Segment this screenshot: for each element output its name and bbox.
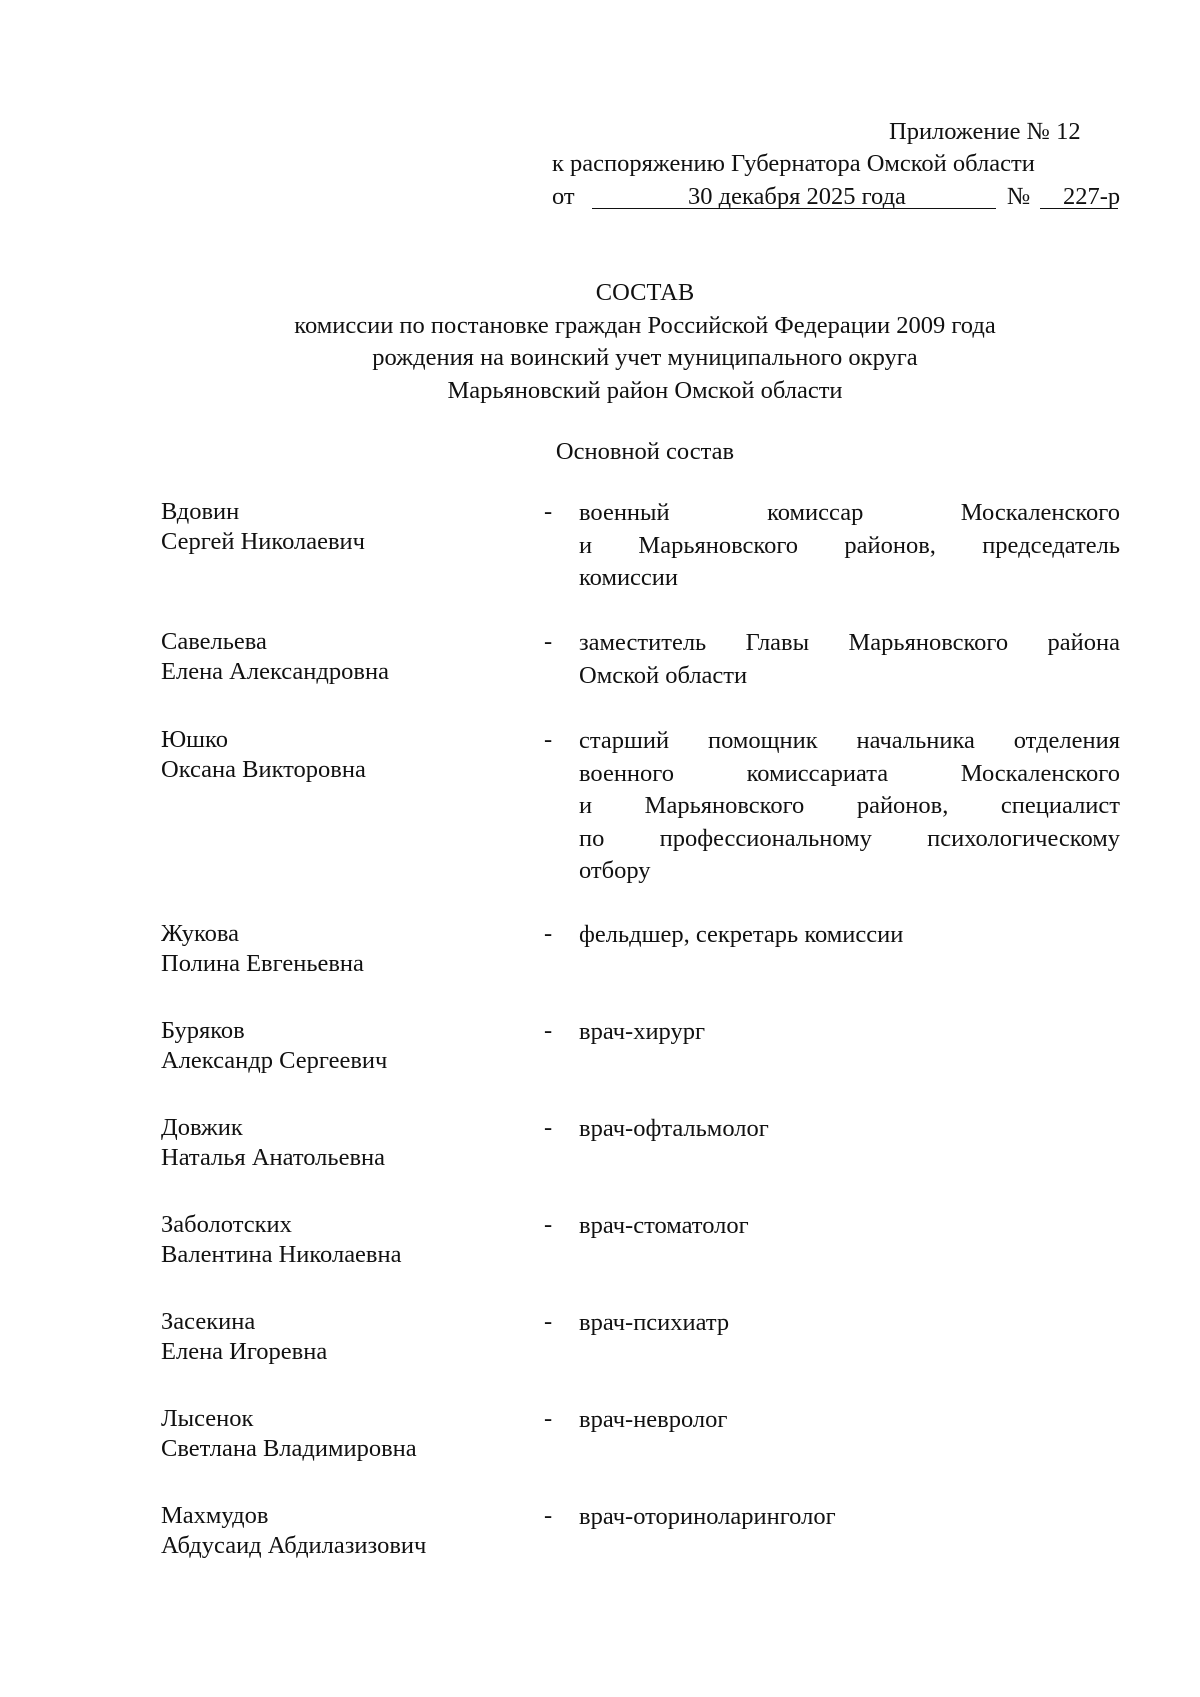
role-line: врач-психиатр — [579, 1309, 730, 1336]
date-prefix: от — [552, 183, 575, 210]
role-line: Омской области — [579, 661, 748, 689]
separator-dash: - — [544, 1502, 553, 1529]
member-surname: Савельева — [161, 628, 267, 655]
role-line: военного комиссариата Москаленского — [579, 759, 1120, 787]
member-name — [161, 919, 364, 979]
member-role — [579, 497, 1120, 595]
member-name — [161, 1307, 327, 1367]
separator-dash: - — [544, 1017, 553, 1044]
member-name — [161, 1210, 402, 1270]
member-name — [161, 1404, 417, 1464]
member-given-names: Наталья Анатольевна — [161, 1144, 386, 1171]
section-heading: Основной состав — [555, 438, 735, 465]
order-reference: к распоряжению Губернатора Омской области — [552, 150, 1035, 177]
member-surname: Юшко — [161, 726, 228, 753]
separator-dash: - — [544, 920, 553, 947]
separator-dash: - — [544, 628, 553, 655]
number-sign: № — [1007, 183, 1031, 210]
separator-dash: - — [544, 1405, 553, 1432]
member-name — [161, 627, 389, 687]
member-role — [579, 1404, 1120, 1437]
member-name — [161, 1501, 426, 1561]
role-line: врач-хирург — [579, 1018, 706, 1045]
member-surname: Лысенок — [161, 1405, 254, 1432]
role-line: врач-оториноларинголог — [579, 1503, 836, 1530]
member-name — [161, 1016, 387, 1076]
role-line: отбору — [579, 857, 651, 884]
title-line-2: рождения на воинский учет муниципального округа — [372, 344, 918, 371]
member-given-names: Елена Игоревна — [161, 1338, 328, 1365]
member-surname: Вдовин — [161, 498, 240, 525]
separator-dash: - — [544, 1308, 553, 1335]
member-given-names: Оксана Викторовна — [161, 756, 366, 783]
appendix-label: Приложение № 12 — [889, 118, 1081, 145]
separator-dash: - — [544, 498, 553, 525]
member-given-names: Полина Евгеньевна — [161, 950, 364, 977]
member-given-names: Сергей Николаевич — [161, 528, 365, 555]
member-name — [161, 497, 365, 557]
member-role — [579, 1113, 1120, 1146]
separator-dash: - — [544, 1114, 553, 1141]
member-given-names: Абдусаид Абдилазизович — [161, 1532, 427, 1559]
document-title: СОСТАВ — [595, 279, 695, 306]
member-surname: Заболотских — [161, 1211, 292, 1238]
order-date: 30 декабря 2025 года — [688, 183, 906, 210]
role-line: и Марьяновского районов, специалист — [579, 792, 1120, 819]
member-surname: Довжик — [161, 1114, 243, 1141]
member-surname: Махмудов — [161, 1502, 269, 1529]
member-given-names: Александр Сергеевич — [161, 1047, 388, 1074]
role-line: врач-офтальмолог — [579, 1115, 769, 1142]
member-given-names: Елена Александровна — [161, 658, 389, 685]
role-line: по профессиональному психологическому — [579, 824, 1120, 852]
member-role — [579, 627, 1120, 692]
role-line: и Марьяновского районов, председатель — [579, 531, 1120, 559]
member-role — [579, 1016, 1120, 1049]
member-role — [579, 919, 1120, 952]
member-role — [579, 1210, 1120, 1243]
member-role — [579, 725, 1120, 888]
member-role — [579, 1307, 1120, 1340]
order-number: 227-р — [1063, 183, 1121, 210]
separator-dash: - — [544, 1211, 553, 1238]
member-surname: Буряков — [161, 1017, 245, 1044]
member-given-names: Валентина Николаевна — [161, 1241, 402, 1268]
separator-dash: - — [544, 726, 553, 753]
member-role — [579, 1501, 1120, 1534]
role-line: врач-невролог — [579, 1406, 728, 1433]
role-line: заместитель Главы Марьяновского района — [579, 629, 1120, 656]
member-name — [161, 1113, 385, 1173]
title-line-1: комиссии по постановке граждан Российской Федерации 2009 года — [294, 312, 996, 339]
title-line-3: Марьяновский район Омской области — [447, 377, 843, 404]
role-line: военный комиссар Москаленского — [579, 499, 1120, 526]
member-surname: Жукова — [161, 920, 240, 947]
role-line: старший помощник начальника отделения — [579, 727, 1120, 754]
member-given-names: Светлана Владимировна — [161, 1435, 417, 1462]
member-surname: Засекина — [161, 1308, 256, 1335]
role-line: комиссии — [579, 564, 679, 591]
member-name — [161, 725, 366, 785]
role-line: фельдшер, секретарь комиссии — [579, 921, 904, 948]
role-line: врач-стоматолог — [579, 1212, 749, 1239]
